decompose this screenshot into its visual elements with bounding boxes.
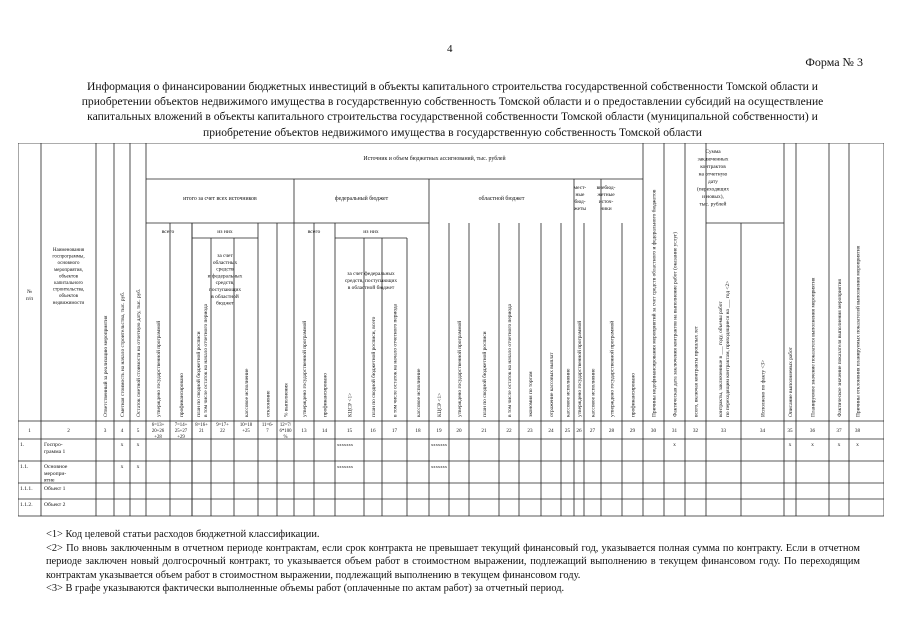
header-contracts: контрактов: [700, 164, 726, 170]
header-approved-regional: утверждено государственной программой: [457, 320, 463, 417]
header-fed-regional: и федеральных: [207, 273, 243, 280]
cell-kcsr: ххххххх: [431, 464, 448, 469]
column-number: 6*100: [279, 429, 292, 434]
header-of-them-federal: из них: [363, 229, 379, 235]
column-number: 14: [321, 428, 328, 434]
header-estimate-start: Сметная стоимость на начало строительства, тыс. руб.: [120, 291, 126, 417]
header-responsible: Ответственный за реализацию мероприятия: [103, 315, 109, 417]
column-number: 13: [301, 428, 307, 434]
cell-x: х: [120, 442, 124, 448]
header-fed-regional: в областной: [211, 293, 239, 300]
column-number: +28: [154, 435, 162, 440]
financing-table-grid: [18, 143, 884, 520]
column-number: 22: [220, 429, 225, 434]
footnotes: [46, 528, 860, 596]
header-name: госпрограммы,: [52, 254, 85, 260]
cell-x: х: [856, 442, 859, 448]
page-number: 4: [447, 43, 453, 55]
header-name: недвижимости: [52, 300, 85, 306]
column-number: 5: [136, 428, 140, 434]
header-total-all: итого за счет всех источников: [183, 196, 257, 202]
column-number: 22: [506, 428, 512, 434]
column-number: 21: [199, 429, 204, 434]
column-number: 24: [548, 428, 554, 434]
header-contracts: Сумма: [705, 149, 721, 155]
header-extrabudget: ники: [600, 206, 612, 212]
header-contracts: и новых),: [702, 194, 724, 200]
column-number: 33: [720, 428, 727, 434]
header-contracts: дату: [708, 179, 718, 185]
footnote-2: <2> По вновь заключенным в отчетном периоде контрактам, если срок контракта не превышает текущий финансовый год, указывается полная сумма по контракту. Если в отчетном периоде заключен новый долгосрочный контракт, то указывается объем работ в стоимостном выражении, подлежащий выполнению в текущем финансовом году. По переходящим контрактам указывается объем работ в стоимостном выражении, подлежащий выполнению в текущем финансовом году.: [46, 542, 860, 581]
header-approved-program: утверждено государственной программой: [156, 320, 162, 417]
header-remainder-fed: в том числе остаток на начало отчетного периода: [392, 303, 399, 417]
column-number: +25: [242, 429, 250, 434]
cell-kcsr: ххххххх: [337, 442, 354, 447]
column-number: 20: [456, 428, 462, 434]
column-number: 32: [692, 428, 699, 434]
header-approved-extra: утверждено государственной программой: [609, 320, 616, 417]
cell-x: х: [136, 464, 140, 470]
column-number: 3: [103, 428, 107, 434]
header-local: ные: [575, 192, 585, 198]
header-local: жеты: [573, 206, 587, 212]
header-fed-means: средств, поступающих: [344, 278, 398, 284]
header-actual-indicator: Фактическое значение показателя выполнения мероприятия: [837, 279, 843, 417]
cell-x: х: [673, 442, 676, 448]
header-remainder-regional: в том числе остаток на начало отчетного периода: [507, 303, 513, 417]
header-name: основного: [57, 261, 80, 267]
column-number: 19: [436, 428, 442, 434]
column-number: 28: [608, 428, 615, 434]
header-local: мест-: [573, 185, 587, 191]
cell-x: х: [788, 442, 792, 448]
column-number: %: [283, 435, 288, 440]
row-name: Госпро-: [44, 442, 63, 448]
header-name: мероприятия,: [54, 267, 83, 273]
footnote-1: <1> Код целевой статьи расходов бюджетной классификации.: [46, 529, 320, 540]
column-number: 25+27: [174, 429, 188, 434]
header-financed: профинансировано: [179, 373, 185, 417]
column-number: 6=13+: [151, 423, 165, 428]
header-contracts: (переходящих: [696, 186, 730, 193]
header-total-federal: всего: [307, 229, 321, 235]
cell-x: х: [120, 464, 124, 470]
row-name: меропри-: [44, 470, 67, 477]
header-of-them: из них: [217, 229, 233, 235]
header-contracts-year: контракты, заключенные в ___ году, объемы работ: [718, 301, 725, 417]
row-number: 1.1.2.: [20, 502, 33, 508]
header-fed-regional: поступающих: [208, 287, 242, 293]
header-name: объектов: [58, 294, 79, 300]
header-deviation-reasons: Причины отклонения планируемых показателей выполнения мероприятия: [855, 245, 862, 417]
cell-x: х: [811, 442, 814, 448]
column-number: +29: [177, 435, 185, 440]
row-name: грамма 1: [44, 448, 66, 455]
header-underfunding-reasons: Причины недофинансирования мероприятий за счет средств областного и федерального бюджетов: [651, 189, 658, 417]
header-cash-reflection: отражение кассовых выплат: [549, 352, 555, 417]
header-contract-date: Фактическая дата заключения контрактов на выполнение работ (оказание услуг): [672, 231, 679, 417]
column-number: 11=6-: [261, 423, 274, 428]
header-plan-regional: план по сводной бюджетной росписи: [482, 331, 488, 417]
header-works-description: Описание выполняемых работ: [788, 346, 794, 417]
row-name: ятие: [44, 477, 55, 484]
column-number: 34: [759, 428, 766, 434]
header-fed-regional: областных: [212, 259, 238, 266]
header-source: Источник и объем бюджетных ассигнований, тыс. рублей: [363, 156, 506, 162]
column-number: 37: [836, 428, 842, 434]
column-number: 21: [481, 428, 487, 434]
header-fed-regional: средств: [216, 266, 234, 273]
column-number: 9=17+: [216, 423, 229, 428]
header-plan: в том числе остаток на начало отчетного периода: [202, 303, 209, 417]
header-regional: областной бюджет: [478, 196, 525, 202]
column-number: 10=18: [239, 423, 253, 428]
header-financed-fed: профинансировано: [322, 373, 329, 417]
column-number: 20+26: [151, 429, 165, 434]
header-num: №: [26, 289, 33, 295]
column-number: 29: [629, 428, 636, 434]
header-federal: федеральный бюджет: [334, 196, 389, 202]
row-number: 1.: [20, 442, 25, 448]
cell-x: х: [136, 442, 140, 448]
header-planned-indicator: Планируемое значение показателя выполнения мероприятия: [810, 277, 817, 417]
row-name: Основное: [44, 464, 68, 470]
column-number: 1: [28, 428, 31, 434]
column-number: 35: [787, 428, 793, 434]
column-number: 18: [415, 428, 421, 434]
header-contracts: на отчетную: [698, 171, 728, 178]
row-name: Объект 2: [44, 502, 66, 508]
financing-table: [18, 143, 884, 520]
column-number: 26: [576, 428, 582, 434]
column-number: 27: [589, 428, 596, 434]
header-kcsr-regional: КЦСР <1>: [437, 392, 443, 417]
header-name: капитального: [54, 281, 83, 286]
header-financed-extra: профинансировано: [630, 373, 637, 417]
cell-kcsr: ххххххх: [337, 464, 354, 469]
cell-kcsr: ххххххх: [431, 442, 448, 447]
header-total: всего: [161, 229, 175, 235]
header-extrabudget: жетные: [597, 192, 615, 198]
header-approved-program-fed: утверждено государственной программой: [302, 320, 308, 417]
header-plan-fed: план по сводной бюджетной росписи, всего: [371, 316, 377, 417]
document-title: Информация о финансировании бюджетных инвестиций в объекты капитального строительства государственной собственности Томской области и приобретении объектов недвижимого имущества в государственную собственность Томской области и о предоставлении субсидий на осуществление капитальных вложений в объекты капитального строительства государственной собственности Томской области (муниципальной собственности) и приобретение объектов недвижимого имущества в государственную собственность Томской области: [81, 80, 824, 139]
column-number: 4: [120, 428, 124, 434]
header-cash-regional: кассовое исполнение: [565, 368, 572, 417]
column-number: 36: [809, 428, 816, 434]
column-number: 2: [67, 428, 70, 434]
header-local: бюд-: [574, 199, 586, 205]
row-number: 1.1.1.: [20, 486, 33, 492]
header-name: строительства,: [52, 287, 85, 293]
header-fed-regional: средств,: [215, 280, 235, 287]
header-tender-savings: экономия по торгам: [528, 371, 534, 417]
header-name: объектов: [58, 274, 79, 280]
cell-x: х: [837, 442, 841, 448]
row-name: Объект 1: [44, 486, 66, 492]
header-deviation: отклонение: [265, 390, 272, 417]
header-name: Наименования: [52, 248, 85, 253]
header-extrabudget: внебюд-: [596, 185, 616, 191]
column-number: 12=7/: [279, 423, 292, 428]
header-extrabudget: источ-: [598, 199, 614, 205]
header-estimate-remainder: Остаток сметной стоимости на отчетную дату, тыс. руб.: [136, 288, 142, 417]
column-number: 30: [650, 428, 657, 434]
header-kcsr: КЦСР <1>: [347, 392, 354, 417]
column-number: 7: [266, 429, 269, 434]
form-number: Форма № 3: [805, 55, 863, 69]
row-number: 1.1.: [20, 464, 29, 470]
header-fed-regional: за счет: [217, 253, 233, 259]
header-num: п/п: [25, 296, 34, 302]
header-cash-local: кассовое исполнение: [590, 368, 597, 417]
header-fed-regional: бюджет: [216, 300, 234, 307]
column-number: 7=14+: [174, 423, 188, 428]
header-cash-execution: кассовое исполнение: [244, 368, 250, 417]
column-number: 31: [671, 428, 678, 434]
column-number: 23: [527, 428, 533, 434]
header-contracts: заключенных: [697, 156, 729, 163]
column-number: 25: [564, 428, 571, 434]
header-plan: план по сводной бюджетной росписи: [196, 331, 203, 417]
column-number: 8=16+: [195, 423, 208, 428]
footnote-3: <3> В графе указываются фактически выполненные объемы работ (оплаченные по актам работ) за отчетный период.: [46, 583, 565, 594]
header-executed: Исполнено по факту <3>: [760, 359, 767, 417]
column-number: 16: [370, 428, 376, 434]
column-number: 38: [854, 428, 861, 434]
header-fed-means: за счет федеральных: [347, 271, 395, 277]
header-percent: % выполнения: [283, 383, 290, 417]
header-cash-fed: кассовое исполнение: [416, 368, 422, 417]
header-contracts-total: всего, включая контракты прошлых лет: [693, 326, 700, 417]
header-contracts: тыс. рублей: [699, 201, 727, 208]
column-number: 15: [346, 428, 353, 434]
header-contracts-year: по переходящим контрактам, приходящиеся на ___ год <2>: [724, 280, 731, 417]
column-number: 17: [391, 428, 398, 434]
header-fed-means: в областной бюджет: [347, 285, 395, 291]
header-approved-local: утверждено государственной программой: [577, 320, 583, 417]
